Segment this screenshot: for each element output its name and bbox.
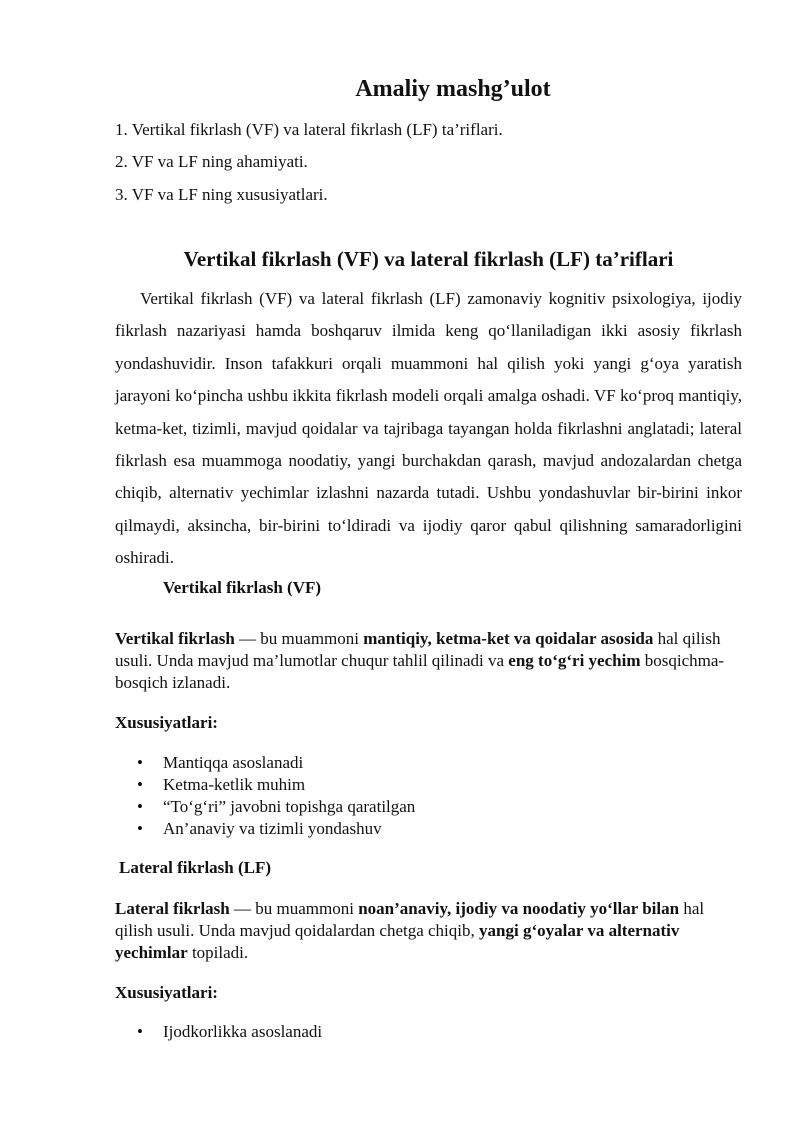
vertical-heading: Vertikal fikrlash (VF) [163, 578, 322, 597]
list-item: • Mantiqqa asoslanadi [115, 752, 742, 774]
section-heading: Vertikal fikrlash (VF) va lateral fikrlash (LF) ta’riflari [183, 247, 674, 271]
list-item: • “To‘g‘ri” javobni topishga qaratilgan [115, 796, 742, 818]
toc-item: 3. VF va LF ning xususiyatlari. [115, 185, 328, 204]
toc-item: 2. VF va LF ning ahamiyati. [115, 152, 308, 171]
lateral-heading: Lateral fikrlash (LF) [119, 858, 272, 877]
vertical-features-label: Xususiyatlari: [115, 713, 218, 732]
definition-text: — bu muammoni [229, 899, 359, 918]
definition-emphasis: noan’anaviy, ijodiy va noodatiy yo‘llar bilan [358, 899, 680, 918]
vertical-term: Vertikal fikrlash [115, 629, 235, 648]
vertical-definition [115, 628, 742, 694]
definition-emphasis: yangi g‘oyalar va alternativ yechimlar [115, 921, 680, 962]
list-item: • Ijodkorlikka asoslanadi [115, 1021, 742, 1043]
list-item: • Ketma-ketlik muhim [115, 774, 742, 796]
toc-item: 1. Vertikal fikrlash (VF) va lateral fikrlash (LF) ta’riflari. [115, 120, 503, 139]
definition-emphasis: mantiqiy, ketma-ket va qoidalar asosida [363, 629, 654, 648]
list-item: • An’anaviy va tizimli yondashuv [115, 818, 742, 840]
definition-text: hal qilish usuli. Unda mavjud qoidalardan chetga chiqib, [115, 899, 705, 940]
lateral-definition [115, 898, 742, 964]
lateral-features-list [115, 1021, 742, 1043]
definition-text: — bu muammoni [234, 629, 364, 648]
definition-emphasis: eng to‘g‘ri yechim [508, 651, 641, 670]
definition-text: topiladi. [187, 943, 249, 962]
definition-text: hal qilish usuli. Unda mavjud ma’lumotlar chuqur tahlil qilinadi va [115, 629, 721, 670]
definition-text: bosqichma-bosqich izlanadi. [115, 651, 725, 692]
intro-paragraph: Vertikal fikrlash (VF) va lateral fikrlash (LF) zamonaviy kognitiv psixologiya, ijodiy fikrlash nazariyasi hamda boshqaruv ilmida keng qo‘llaniladigan ikki asosiy fikrlash yondashuvidir. Inson tafakkuri orqali muammoni hal qilish yoki yangi g‘oya yaratish jarayoni ko‘pincha ushbu ikkita fikrlash modeli orqali amalga oshadi. VF ko‘proq mantiqiy, ketma-ket, tizimli, mavjud qoidalar va tajribaga tayangan holda fikrlashni anglatadi; lateral fikrlash esa muammoga noodatiy, yangi burchakdan qarash, mavjud andozalardan chetga chiqib, alternativ yechimlar izlashni nazarda tutadi. Ushbu yondashuvlar bir-birini inkor qilmaydi, aksincha, bir-birini to‘ldiradi va ijodiy qaror qabul qilishning samaradorligini oshiradi. [115, 289, 742, 568]
lateral-features-label: Xususiyatlari: [115, 983, 218, 1002]
lateral-term: Lateral fikrlash [115, 899, 230, 918]
document-title: Amaliy mashg’ulot [355, 76, 551, 102]
vertical-features-list [115, 752, 742, 840]
